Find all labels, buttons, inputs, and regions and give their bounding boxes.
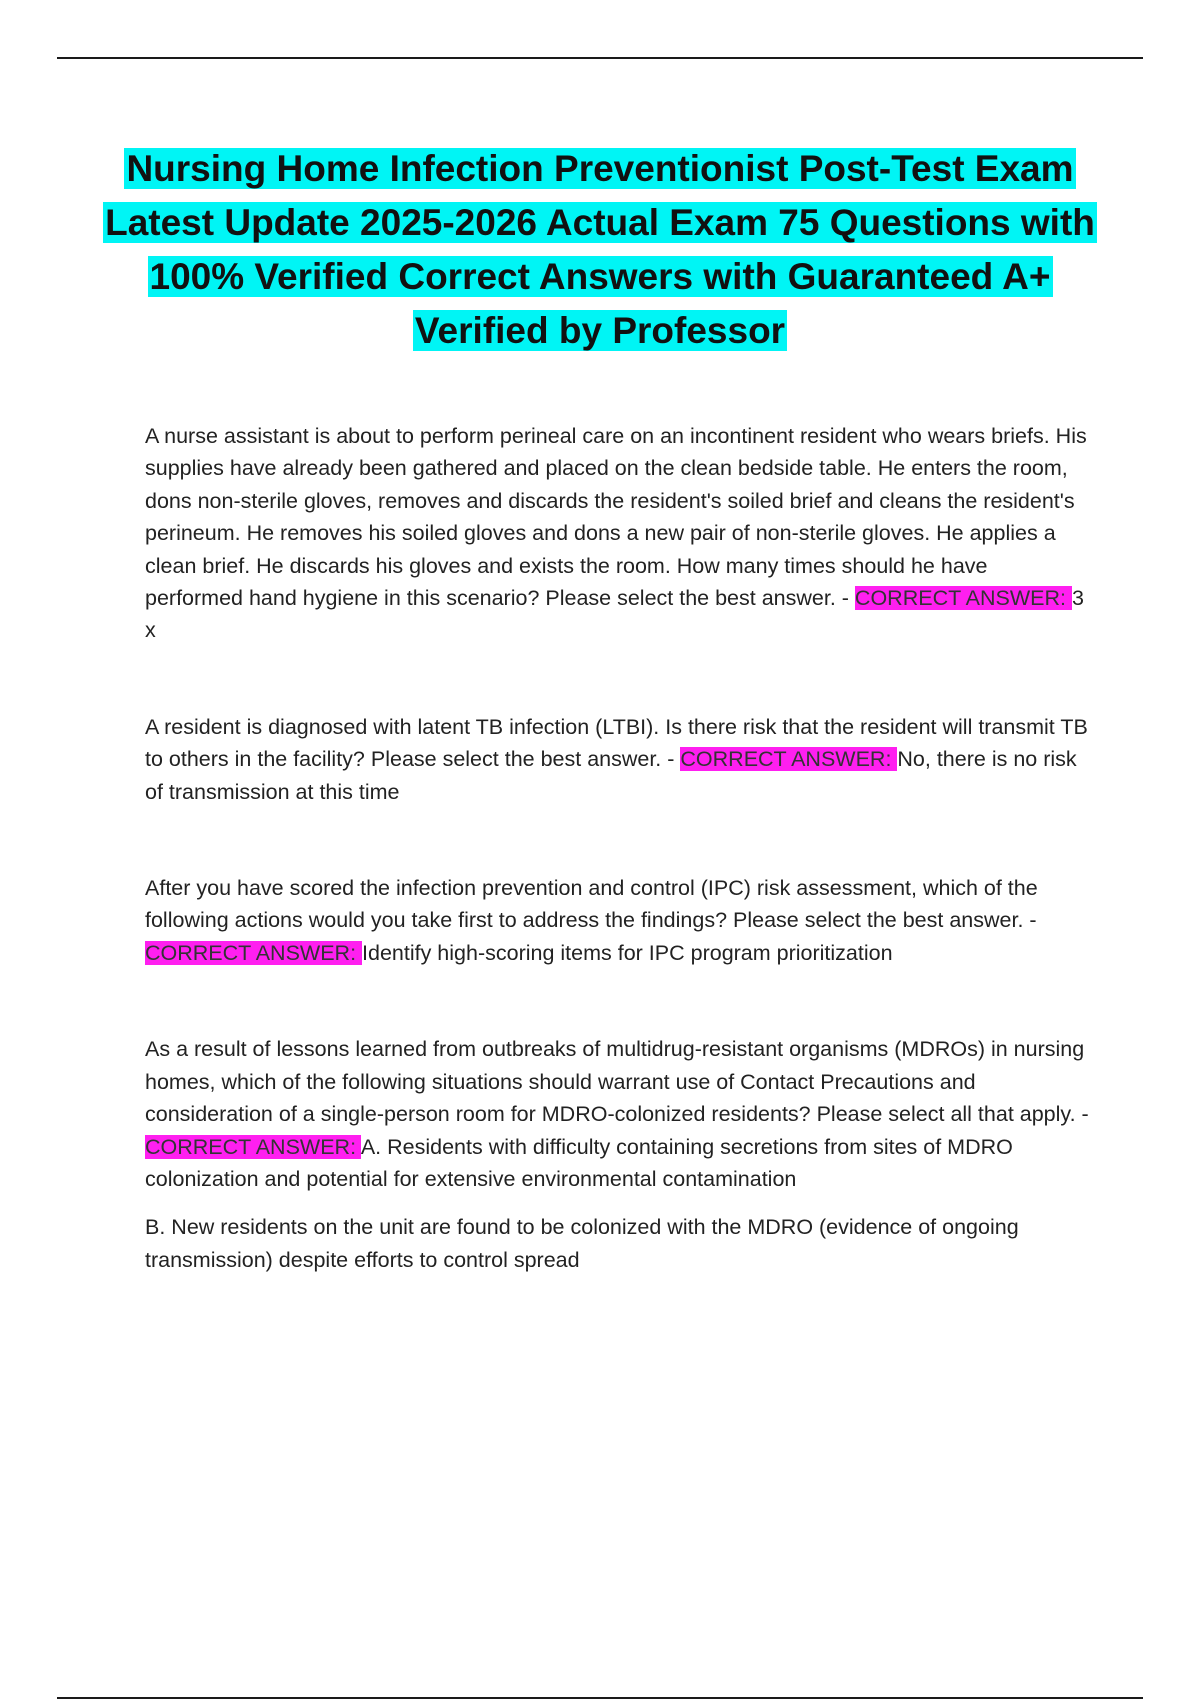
bottom-rule (57, 1697, 1143, 1699)
answer-continuation: B. New residents on the unit are found to be colonized with the MDRO (evidence of ongoing transmission) despite efforts to control spread (145, 1215, 1019, 1272)
qa-item-1 (145, 420, 1090, 647)
correct-answer-label: CORRECT ANSWER: (854, 586, 1072, 611)
answer-text: A. Residents with difficulty containing secretions from sites of MDRO colonization and potential for extensive environmental contamination (145, 1134, 1013, 1191)
answer-text: No, there is no risk of transmission at this time (145, 747, 1077, 804)
question-text: As a result of lessons learned from outbreaks of multidrug-resistant organisms (MDROs) in nursing homes, which of the following situations should warrant use of Contact Precautions and consideration of a single-person room for MDRO-colonized residents? Please select all that apply. - (145, 1037, 1089, 1127)
correct-answer-label: CORRECT ANSWER: (145, 1134, 361, 1159)
qa-item-2 (145, 711, 1090, 808)
answer-text: 3 x (145, 586, 1084, 643)
qa-item-3 (145, 872, 1090, 969)
correct-answer-label: CORRECT ANSWER: (145, 940, 363, 965)
correct-answer-label: CORRECT ANSWER: (680, 747, 898, 772)
top-rule (57, 57, 1143, 59)
answer-text: Identify high-scoring items for IPC program prioritization (362, 940, 893, 965)
question-text: A nurse assistant is about to perform perineal care on an incontinent resident who wears briefs. His supplies have already been gathered and placed on the clean bedside table. He enters the room, dons non-sterile gloves, removes and discards the resident's soiled brief and cleans the resident's perineum. He removes his soiled gloves and dons a new pair of non-sterile gloves. He applies a clean brief. He discards his gloves and exists the room. How many times should he have performed hand hygiene in this scenario? Please select the best answer. - (145, 424, 1087, 611)
qa-item-4 (145, 1033, 1090, 1195)
title-highlight: Nursing Home Infection Preventionist Post-Test Exam Latest Update 2025-2026 Actual Exam 75 Questions with 100% Verified Correct Answers with Guaranteed A+ Verified by Professor (105, 148, 1095, 351)
document-title (100, 142, 1100, 358)
question-text: After you have scored the infection prevention and control (IPC) risk assessment, which of the following actions would you take first to address the findings? Please select the best answer. - (145, 876, 1038, 933)
question-text: A resident is diagnosed with latent TB infection (LTBI). Is there risk that the resident will transmit TB to others in the facility? Please select the best answer. - (145, 714, 1088, 772)
qa-list (145, 420, 1090, 1276)
